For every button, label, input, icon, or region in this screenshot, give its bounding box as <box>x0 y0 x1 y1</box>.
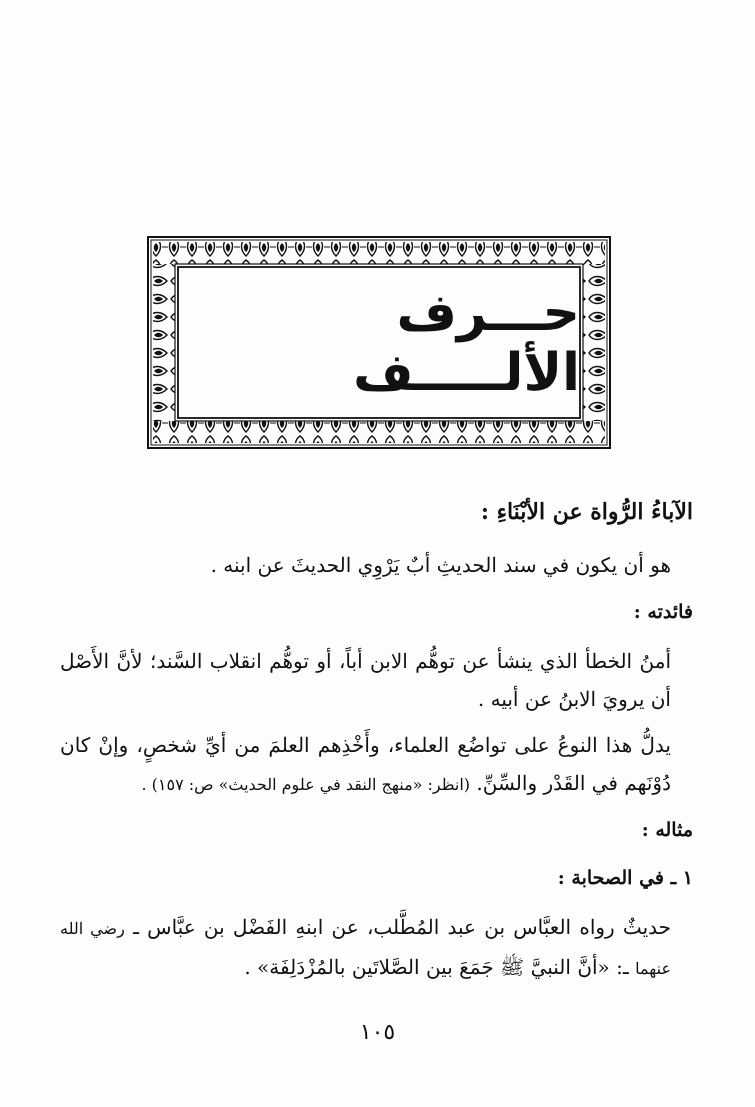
chapter-title: حـــرف الألـــــف <box>353 282 580 403</box>
hadith-text-end: ـ: «أنَّ النبيَّ ﷺ جَمَعَ بين الصَّلاتَين بالمُزْدَلِفَة» . <box>244 955 629 979</box>
companions-label: ١ ـ في الصحابة : <box>557 867 693 889</box>
chapter-title-frame <box>147 236 611 449</box>
definition-text: هو أن يكون في سند الحديثِ أبٌ يَرْوِي الحديثَ عن ابنه . <box>210 553 671 577</box>
benefit-label: فائدته : <box>633 601 693 623</box>
hadith-blessing: رضي الله عنهما <box>60 919 671 978</box>
benefit-text-2 <box>60 726 693 804</box>
example-label: مثاله : <box>641 819 693 841</box>
chapter-title-box <box>178 267 580 418</box>
hadith-text-main: حديثٌ رواه العبَّاس بن عبد المُطَّلب، عن ابنهِ الفَضْل بن عبَّاس ـ <box>133 915 672 939</box>
page-number: ١٠٥ <box>359 1020 396 1045</box>
page-content <box>60 492 693 988</box>
hadith-text <box>60 908 693 988</box>
reference-note: (انظر: «منهج النقد في علوم الحديث» ص: ١٥٧) . <box>141 775 471 794</box>
benefit-text-2-main: يدلُّ هذا النوعُ على تواضُع العلماء، وأَخْذِهم العلمَ من أيِّ شخصٍ، وإنْ كان دُوْنَهم في القَدْر والسِّنِّ. <box>60 733 671 795</box>
section-heading: الآباءُ الرُّواة عن الأبْنَاءِ : <box>480 499 693 525</box>
benefit-text-1: أمنُ الخطأ الذي ينشأ عن توهُّم الابن أباً، أو توهُّم انقلاب السَّند؛ لأنَّ الأَصْل أن يرويَ الابنُ عن أبيه . <box>60 649 671 711</box>
